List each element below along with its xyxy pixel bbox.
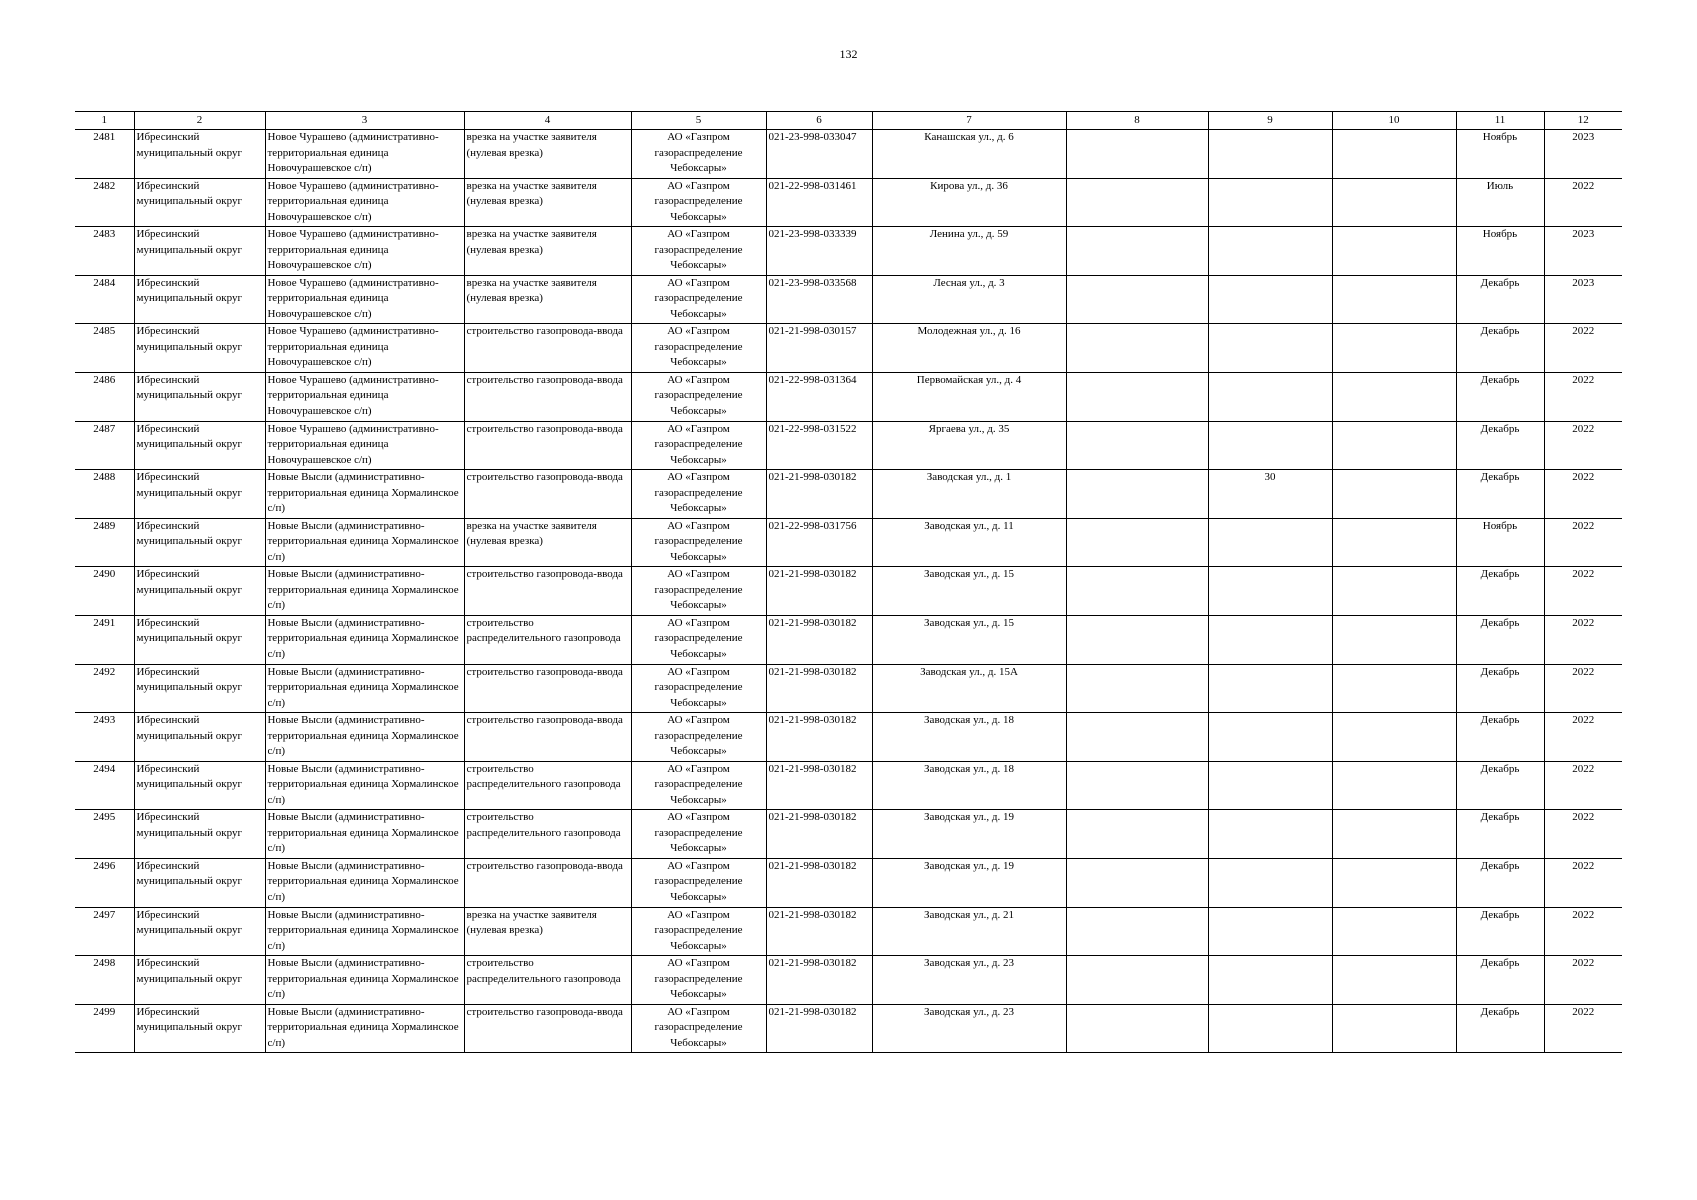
column-header: 1 xyxy=(75,112,134,130)
year-cell: 2022 xyxy=(1544,664,1622,713)
organization-cell: АО «Газпром газораспределение Чебоксары» xyxy=(631,810,766,859)
work-type-cell: строительство газопровода-ввода xyxy=(464,372,631,421)
address-cell: Заводская ул., д. 19 xyxy=(872,858,1066,907)
address-cell: Заводская ул., д. 23 xyxy=(872,1004,1066,1053)
column-8-cell xyxy=(1066,372,1208,421)
address-cell: Заводская ул., д. 15 xyxy=(872,615,1066,664)
column-header: 5 xyxy=(631,112,766,130)
organization-cell: АО «Газпром газораспределение Чебоксары» xyxy=(631,907,766,956)
column-8-cell xyxy=(1066,907,1208,956)
column-8-cell xyxy=(1066,178,1208,227)
year-cell: 2022 xyxy=(1544,324,1622,373)
address-cell: Канашская ул., д. 6 xyxy=(872,130,1066,179)
registration-number-cell: 021-21-998-030182 xyxy=(766,858,872,907)
settlement-cell: Новое Чурашево (административно-территориальная единица Новочурашевское с/п) xyxy=(265,227,464,276)
address-cell: Заводская ул., д. 23 xyxy=(872,956,1066,1005)
registration-number-cell: 021-21-998-030182 xyxy=(766,907,872,956)
column-9-cell xyxy=(1208,275,1332,324)
column-8-cell xyxy=(1066,421,1208,470)
address-cell: Кирова ул., д. 36 xyxy=(872,178,1066,227)
column-10-cell xyxy=(1332,810,1456,859)
table-row xyxy=(75,1004,1622,1053)
column-10-cell xyxy=(1332,713,1456,762)
column-8-cell xyxy=(1066,956,1208,1005)
page-number: 132 xyxy=(839,47,858,61)
address-cell: Ленина ул., д. 59 xyxy=(872,227,1066,276)
year-cell: 2023 xyxy=(1544,275,1622,324)
organization-cell: АО «Газпром газораспределение Чебоксары» xyxy=(631,615,766,664)
registration-number-cell: 021-21-998-030182 xyxy=(766,956,872,1005)
column-header: 12 xyxy=(1544,112,1622,130)
organization-cell: АО «Газпром газораспределение Чебоксары» xyxy=(631,518,766,567)
year-cell: 2022 xyxy=(1544,713,1622,762)
address-cell: Молодежная ул., д. 16 xyxy=(872,324,1066,373)
year-cell: 2022 xyxy=(1544,421,1622,470)
address-cell: Заводская ул., д. 15А xyxy=(872,664,1066,713)
row-number-cell: 2486 xyxy=(75,372,134,421)
organization-cell: АО «Газпром газораспределение Чебоксары» xyxy=(631,178,766,227)
column-9-cell xyxy=(1208,372,1332,421)
row-number-cell: 2481 xyxy=(75,130,134,179)
column-9-cell xyxy=(1208,567,1332,616)
year-cell: 2022 xyxy=(1544,810,1622,859)
column-10-cell xyxy=(1332,1004,1456,1053)
row-number-cell: 2483 xyxy=(75,227,134,276)
year-cell: 2022 xyxy=(1544,907,1622,956)
settlement-cell: Новое Чурашево (административно-территориальная единица Новочурашевское с/п) xyxy=(265,421,464,470)
settlement-cell: Новые Высли (административно-территориальная единица Хормалинское с/п) xyxy=(265,664,464,713)
column-8-cell xyxy=(1066,664,1208,713)
column-10-cell xyxy=(1332,761,1456,810)
district-cell: Ибресинский муниципальный округ xyxy=(134,615,265,664)
work-type-cell: врезка на участке заявителя (нулевая врезка) xyxy=(464,275,631,324)
column-10-cell xyxy=(1332,470,1456,519)
district-cell: Ибресинский муниципальный округ xyxy=(134,956,265,1005)
district-cell: Ибресинский муниципальный округ xyxy=(134,664,265,713)
column-8-cell xyxy=(1066,713,1208,762)
table-row xyxy=(75,227,1622,276)
settlement-cell: Новые Высли (административно-территориальная единица Хормалинское с/п) xyxy=(265,956,464,1005)
column-9-cell xyxy=(1208,810,1332,859)
column-8-cell xyxy=(1066,275,1208,324)
address-cell: Заводская ул., д. 1 xyxy=(872,470,1066,519)
address-cell: Заводская ул., д. 19 xyxy=(872,810,1066,859)
column-8-cell xyxy=(1066,130,1208,179)
column-10-cell xyxy=(1332,664,1456,713)
column-10-cell xyxy=(1332,421,1456,470)
district-cell: Ибресинский муниципальный округ xyxy=(134,275,265,324)
column-8-cell xyxy=(1066,227,1208,276)
year-cell: 2022 xyxy=(1544,858,1622,907)
work-type-cell: врезка на участке заявителя (нулевая врезка) xyxy=(464,130,631,179)
month-cell: Декабрь xyxy=(1456,372,1544,421)
district-cell: Ибресинский муниципальный округ xyxy=(134,372,265,421)
column-9-cell xyxy=(1208,615,1332,664)
work-type-cell: строительство газопровода-ввода xyxy=(464,858,631,907)
column-8-cell xyxy=(1066,470,1208,519)
year-cell: 2022 xyxy=(1544,567,1622,616)
organization-cell: АО «Газпром газораспределение Чебоксары» xyxy=(631,372,766,421)
district-cell: Ибресинский муниципальный округ xyxy=(134,470,265,519)
column-9-cell xyxy=(1208,1004,1332,1053)
column-9-cell xyxy=(1208,130,1332,179)
table-row xyxy=(75,275,1622,324)
settlement-cell: Новое Чурашево (административно-территориальная единица Новочурашевское с/п) xyxy=(265,275,464,324)
registration-number-cell: 021-21-998-030182 xyxy=(766,713,872,762)
work-type-cell: строительство газопровода-ввода xyxy=(464,664,631,713)
table-row xyxy=(75,518,1622,567)
row-number-cell: 2484 xyxy=(75,275,134,324)
registration-number-cell: 021-21-998-030182 xyxy=(766,761,872,810)
column-header: 3 xyxy=(265,112,464,130)
table-row xyxy=(75,567,1622,616)
column-10-cell xyxy=(1332,178,1456,227)
column-header: 10 xyxy=(1332,112,1456,130)
column-header: 8 xyxy=(1066,112,1208,130)
row-number-cell: 2491 xyxy=(75,615,134,664)
address-cell: Заводская ул., д. 18 xyxy=(872,713,1066,762)
table-row xyxy=(75,324,1622,373)
settlement-cell: Новое Чурашево (административно-территориальная единица Новочурашевское с/п) xyxy=(265,178,464,227)
year-cell: 2022 xyxy=(1544,615,1622,664)
column-10-cell xyxy=(1332,567,1456,616)
work-type-cell: врезка на участке заявителя (нулевая врезка) xyxy=(464,907,631,956)
work-type-cell: строительство распределительного газопровода xyxy=(464,615,631,664)
year-cell: 2023 xyxy=(1544,130,1622,179)
year-cell: 2022 xyxy=(1544,518,1622,567)
registration-number-cell: 021-21-998-030182 xyxy=(766,810,872,859)
district-cell: Ибресинский муниципальный округ xyxy=(134,130,265,179)
row-number-cell: 2499 xyxy=(75,1004,134,1053)
district-cell: Ибресинский муниципальный округ xyxy=(134,567,265,616)
work-type-cell: строительство газопровода-ввода xyxy=(464,421,631,470)
column-9-cell xyxy=(1208,956,1332,1005)
district-cell: Ибресинский муниципальный округ xyxy=(134,324,265,373)
year-cell: 2023 xyxy=(1544,227,1622,276)
column-header: 4 xyxy=(464,112,631,130)
organization-cell: АО «Газпром газораспределение Чебоксары» xyxy=(631,1004,766,1053)
registration-number-cell: 021-22-998-031756 xyxy=(766,518,872,567)
settlement-cell: Новые Высли (административно-территориальная единица Хормалинское с/п) xyxy=(265,567,464,616)
row-number-cell: 2498 xyxy=(75,956,134,1005)
district-cell: Ибресинский муниципальный округ xyxy=(134,907,265,956)
year-cell: 2022 xyxy=(1544,470,1622,519)
month-cell: Декабрь xyxy=(1456,421,1544,470)
work-type-cell: врезка на участке заявителя (нулевая врезка) xyxy=(464,518,631,567)
settlement-cell: Новые Высли (административно-территориальная единица Хормалинское с/п) xyxy=(265,713,464,762)
registration-number-cell: 021-22-998-031461 xyxy=(766,178,872,227)
district-cell: Ибресинский муниципальный округ xyxy=(134,518,265,567)
work-type-cell: строительство газопровода-ввода xyxy=(464,470,631,519)
registration-number-cell: 021-21-998-030182 xyxy=(766,615,872,664)
table-row xyxy=(75,178,1622,227)
month-cell: Декабрь xyxy=(1456,615,1544,664)
month-cell: Ноябрь xyxy=(1456,518,1544,567)
month-cell: Декабрь xyxy=(1456,810,1544,859)
table-row xyxy=(75,858,1622,907)
month-cell: Декабрь xyxy=(1456,1004,1544,1053)
organization-cell: АО «Газпром газораспределение Чебоксары» xyxy=(631,421,766,470)
settlement-cell: Новые Высли (административно-территориальная единица Хормалинское с/п) xyxy=(265,470,464,519)
organization-cell: АО «Газпром газораспределение Чебоксары» xyxy=(631,858,766,907)
table-header xyxy=(75,112,1622,130)
organization-cell: АО «Газпром газораспределение Чебоксары» xyxy=(631,227,766,276)
row-number-cell: 2496 xyxy=(75,858,134,907)
column-8-cell xyxy=(1066,761,1208,810)
column-9-cell xyxy=(1208,324,1332,373)
settlement-cell: Новое Чурашево (административно-территориальная единица Новочурашевское с/п) xyxy=(265,372,464,421)
district-cell: Ибресинский муниципальный округ xyxy=(134,810,265,859)
row-number-cell: 2485 xyxy=(75,324,134,373)
column-8-cell xyxy=(1066,615,1208,664)
row-number-cell: 2482 xyxy=(75,178,134,227)
month-cell: Ноябрь xyxy=(1456,130,1544,179)
settlement-cell: Новое Чурашево (административно-территориальная единица Новочурашевское с/п) xyxy=(265,324,464,373)
work-type-cell: строительство газопровода-ввода xyxy=(464,1004,631,1053)
registration-number-cell: 021-23-998-033339 xyxy=(766,227,872,276)
column-8-cell xyxy=(1066,810,1208,859)
month-cell: Ноябрь xyxy=(1456,227,1544,276)
organization-cell: АО «Газпром газораспределение Чебоксары» xyxy=(631,470,766,519)
column-9-cell xyxy=(1208,858,1332,907)
column-10-cell xyxy=(1332,372,1456,421)
month-cell: Декабрь xyxy=(1456,275,1544,324)
year-cell: 2022 xyxy=(1544,761,1622,810)
table-row xyxy=(75,713,1622,762)
column-10-cell xyxy=(1332,227,1456,276)
column-header: 6 xyxy=(766,112,872,130)
month-cell: Июль xyxy=(1456,178,1544,227)
settlement-cell: Новые Высли (административно-территориальная единица Хормалинское с/п) xyxy=(265,518,464,567)
column-header: 7 xyxy=(872,112,1066,130)
month-cell: Декабрь xyxy=(1456,907,1544,956)
table-row xyxy=(75,372,1622,421)
registration-number-cell: 021-23-998-033568 xyxy=(766,275,872,324)
address-cell: Заводская ул., д. 15 xyxy=(872,567,1066,616)
table-row xyxy=(75,761,1622,810)
table-row xyxy=(75,810,1622,859)
registration-number-cell: 021-21-998-030182 xyxy=(766,1004,872,1053)
address-cell: Яргаева ул., д. 35 xyxy=(872,421,1066,470)
work-type-cell: строительство газопровода-ввода xyxy=(464,324,631,373)
column-9-cell xyxy=(1208,518,1332,567)
table-row xyxy=(75,956,1622,1005)
settlement-cell: Новые Высли (административно-территориальная единица Хормалинское с/п) xyxy=(265,907,464,956)
column-9-cell xyxy=(1208,713,1332,762)
settlement-cell: Новые Высли (административно-территориальная единица Хормалинское с/п) xyxy=(265,858,464,907)
column-10-cell xyxy=(1332,956,1456,1005)
address-cell: Заводская ул., д. 11 xyxy=(872,518,1066,567)
address-cell: Первомайская ул., д. 4 xyxy=(872,372,1066,421)
district-cell: Ибресинский муниципальный округ xyxy=(134,421,265,470)
year-cell: 2022 xyxy=(1544,1004,1622,1053)
settlement-cell: Новые Высли (административно-территориальная единица Хормалинское с/п) xyxy=(265,810,464,859)
column-10-cell xyxy=(1332,907,1456,956)
work-type-cell: строительство газопровода-ввода xyxy=(464,713,631,762)
district-cell: Ибресинский муниципальный округ xyxy=(134,761,265,810)
registration-number-cell: 021-21-998-030182 xyxy=(766,567,872,616)
address-cell: Лесная ул., д. 3 xyxy=(872,275,1066,324)
work-type-cell: строительство распределительного газопровода xyxy=(464,810,631,859)
year-cell: 2022 xyxy=(1544,956,1622,1005)
organization-cell: АО «Газпром газораспределение Чебоксары» xyxy=(631,275,766,324)
organization-cell: АО «Газпром газораспределение Чебоксары» xyxy=(631,664,766,713)
organization-cell: АО «Газпром газораспределение Чебоксары» xyxy=(631,130,766,179)
row-number-cell: 2487 xyxy=(75,421,134,470)
row-number-cell: 2493 xyxy=(75,713,134,762)
column-10-cell xyxy=(1332,615,1456,664)
month-cell: Декабрь xyxy=(1456,761,1544,810)
month-cell: Декабрь xyxy=(1456,713,1544,762)
registration-number-cell: 021-21-998-030182 xyxy=(766,664,872,713)
settlement-cell: Новые Высли (административно-территориальная единица Хормалинское с/п) xyxy=(265,761,464,810)
year-cell: 2022 xyxy=(1544,372,1622,421)
organization-cell: АО «Газпром газораспределение Чебоксары» xyxy=(631,324,766,373)
work-type-cell: врезка на участке заявителя (нулевая врезка) xyxy=(464,227,631,276)
row-number-cell: 2494 xyxy=(75,761,134,810)
row-number-cell: 2490 xyxy=(75,567,134,616)
column-8-cell xyxy=(1066,324,1208,373)
registration-number-cell: 021-22-998-031522 xyxy=(766,421,872,470)
register-table xyxy=(75,111,1622,1053)
column-8-cell xyxy=(1066,518,1208,567)
header-row xyxy=(75,112,1622,130)
column-9-cell xyxy=(1208,664,1332,713)
table-row xyxy=(75,664,1622,713)
district-cell: Ибресинский муниципальный округ xyxy=(134,1004,265,1053)
column-header: 9 xyxy=(1208,112,1332,130)
year-cell: 2022 xyxy=(1544,178,1622,227)
work-type-cell: строительство газопровода-ввода xyxy=(464,567,631,616)
table-row xyxy=(75,470,1622,519)
column-9-cell: 30 xyxy=(1208,470,1332,519)
district-cell: Ибресинский муниципальный округ xyxy=(134,858,265,907)
district-cell: Ибресинский муниципальный округ xyxy=(134,713,265,762)
column-9-cell xyxy=(1208,227,1332,276)
district-cell: Ибресинский муниципальный округ xyxy=(134,178,265,227)
column-header: 11 xyxy=(1456,112,1544,130)
row-number-cell: 2497 xyxy=(75,907,134,956)
month-cell: Декабрь xyxy=(1456,956,1544,1005)
row-number-cell: 2492 xyxy=(75,664,134,713)
district-cell: Ибресинский муниципальный округ xyxy=(134,227,265,276)
column-9-cell xyxy=(1208,761,1332,810)
month-cell: Декабрь xyxy=(1456,470,1544,519)
registration-number-cell: 021-23-998-033047 xyxy=(766,130,872,179)
row-number-cell: 2489 xyxy=(75,518,134,567)
row-number-cell: 2495 xyxy=(75,810,134,859)
month-cell: Декабрь xyxy=(1456,664,1544,713)
month-cell: Декабрь xyxy=(1456,324,1544,373)
table-row xyxy=(75,615,1622,664)
table-body xyxy=(75,130,1622,1053)
column-10-cell xyxy=(1332,130,1456,179)
column-10-cell xyxy=(1332,324,1456,373)
table-row xyxy=(75,907,1622,956)
settlement-cell: Новые Высли (административно-территориальная единица Хормалинское с/п) xyxy=(265,1004,464,1053)
address-cell: Заводская ул., д. 21 xyxy=(872,907,1066,956)
table-row xyxy=(75,130,1622,179)
organization-cell: АО «Газпром газораспределение Чебоксары» xyxy=(631,567,766,616)
column-9-cell xyxy=(1208,907,1332,956)
address-cell: Заводская ул., д. 18 xyxy=(872,761,1066,810)
column-header: 2 xyxy=(134,112,265,130)
work-type-cell: строительство распределительного газопровода xyxy=(464,761,631,810)
month-cell: Декабрь xyxy=(1456,858,1544,907)
column-10-cell xyxy=(1332,858,1456,907)
organization-cell: АО «Газпром газораспределение Чебоксары» xyxy=(631,713,766,762)
registration-number-cell: 021-21-998-030182 xyxy=(766,470,872,519)
organization-cell: АО «Газпром газораспределение Чебоксары» xyxy=(631,956,766,1005)
row-number-cell: 2488 xyxy=(75,470,134,519)
settlement-cell: Новые Высли (административно-территориальная единица Хормалинское с/п) xyxy=(265,615,464,664)
work-type-cell: строительство распределительного газопровода xyxy=(464,956,631,1005)
column-9-cell xyxy=(1208,421,1332,470)
column-8-cell xyxy=(1066,1004,1208,1053)
settlement-cell: Новое Чурашево (административно-территориальная единица Новочурашевское с/п) xyxy=(265,130,464,179)
column-8-cell xyxy=(1066,858,1208,907)
month-cell: Декабрь xyxy=(1456,567,1544,616)
registration-number-cell: 021-22-998-031364 xyxy=(766,372,872,421)
table-row xyxy=(75,421,1622,470)
registration-number-cell: 021-21-998-030157 xyxy=(766,324,872,373)
column-9-cell xyxy=(1208,178,1332,227)
organization-cell: АО «Газпром газораспределение Чебоксары» xyxy=(631,761,766,810)
column-8-cell xyxy=(1066,567,1208,616)
column-10-cell xyxy=(1332,275,1456,324)
column-10-cell xyxy=(1332,518,1456,567)
work-type-cell: врезка на участке заявителя (нулевая врезка) xyxy=(464,178,631,227)
